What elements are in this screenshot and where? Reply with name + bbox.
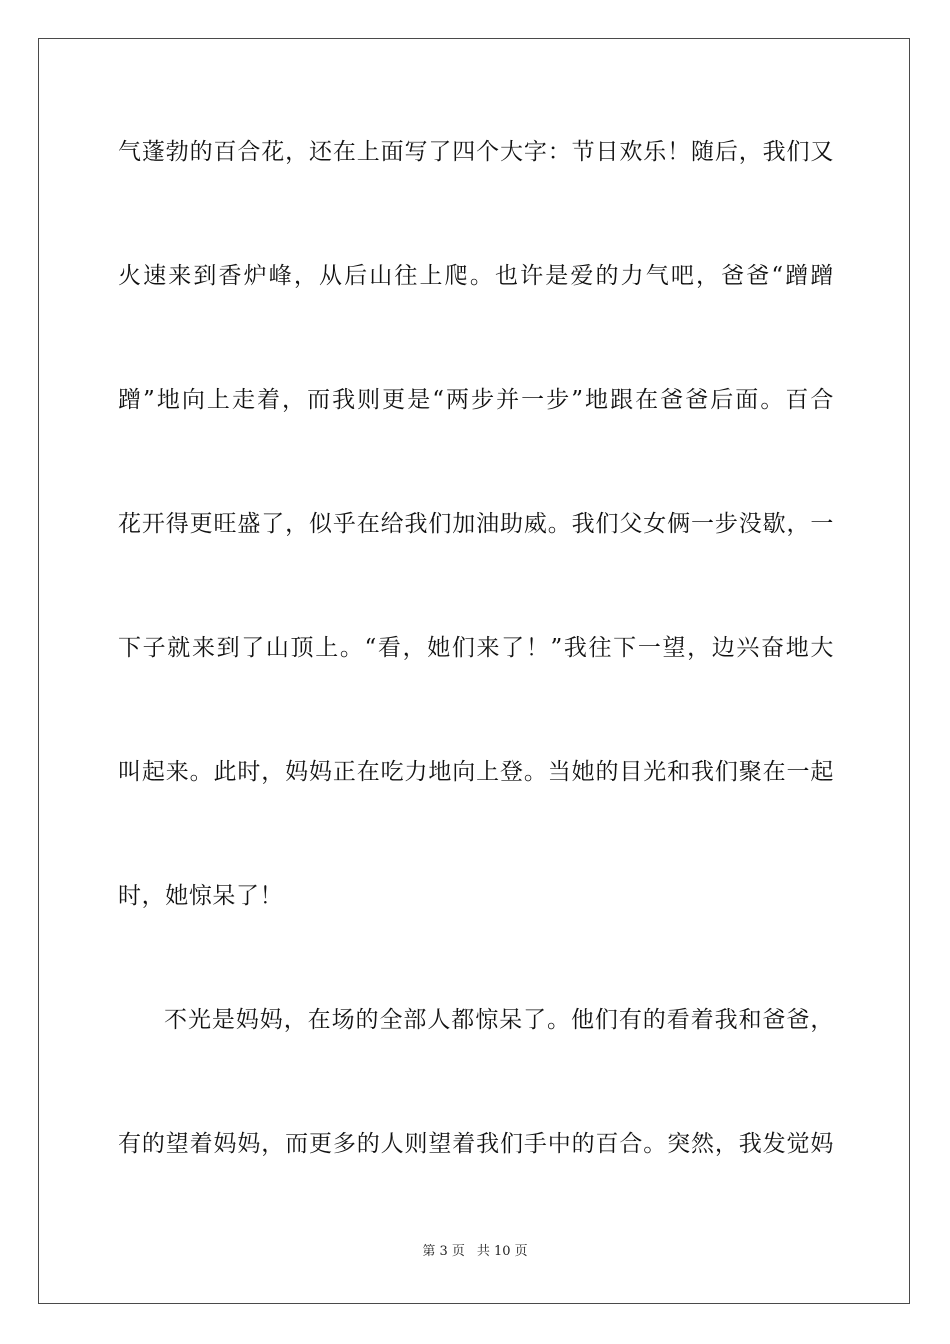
page-footer — [0, 1244, 950, 1260]
text-line: 火速来到香炉峰，从后山往上爬。也许是爱的力气吧，爸爸“蹭蹭 — [118, 263, 834, 289]
page-border — [38, 38, 910, 1304]
page-total: 共 10 页 — [476, 1244, 528, 1259]
text-line: 叫起来。此时，妈妈正在吃力地向上登。当她的目光和我们聚在一起 — [118, 759, 834, 785]
text-line: 花开得更旺盛了，似乎在给我们加油助威。我们父女俩一步没歇，一 — [118, 511, 834, 537]
page-number: 第 3 页 — [422, 1244, 465, 1259]
text-line: 蹭”地向上走着，而我则更是“两步并一步”地跟在爸爸后面。百合 — [118, 387, 834, 413]
text-line: 有的望着妈妈，而更多的人则望着我们手中的百合。突然，我发觉妈 — [118, 1131, 834, 1157]
text-line: 时，她惊呆了！ — [118, 883, 284, 909]
paragraph-first-line: 不光是妈妈，在场的全部人都惊呆了。他们有的看着我和爸爸， — [164, 1007, 834, 1033]
text-line: 气蓬勃的百合花，还在上面写了四个大字：节日欢乐！随后，我们又 — [118, 139, 834, 165]
text-line: 下子就来到了山顶上。“看，她们来了！”我往下一望，边兴奋地大 — [118, 635, 834, 661]
